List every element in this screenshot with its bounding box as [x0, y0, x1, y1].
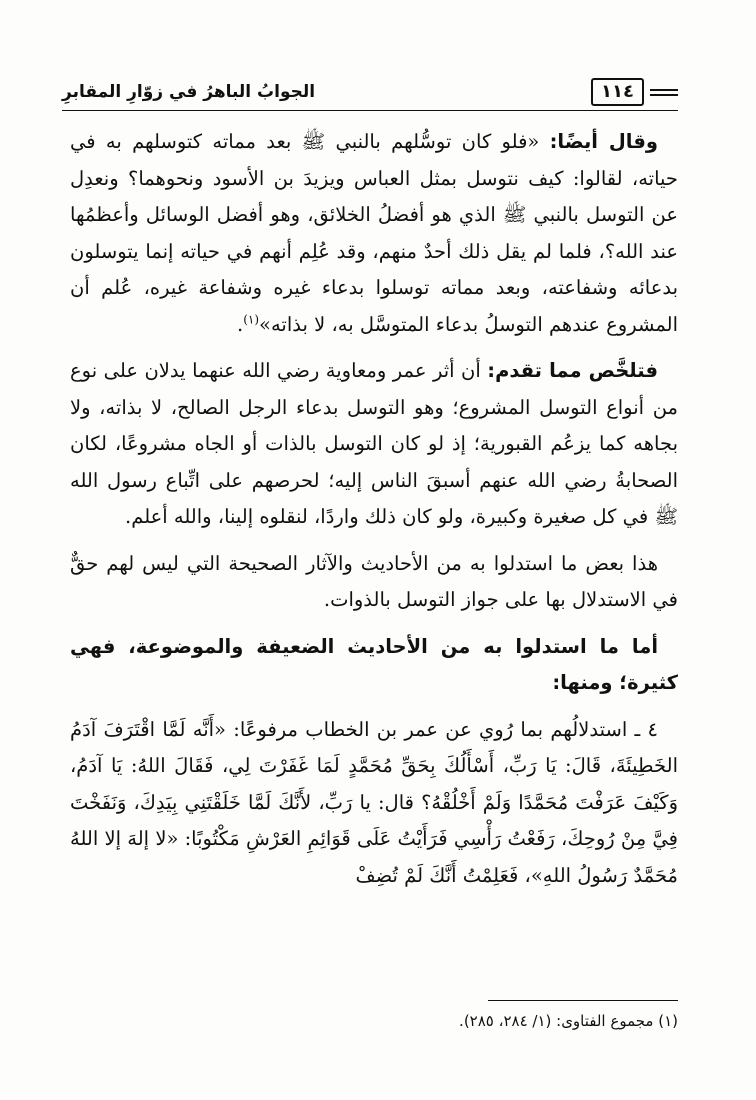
- paragraph-1-end: .: [237, 312, 244, 336]
- footnote-ref: (١): [243, 312, 260, 326]
- header-rule: [62, 110, 678, 111]
- paragraph-2-text: أن أثر عمر ومعاوية رضي الله عنهما يدلان على نوع من أنواع التوسل المشروع؛ وهو التوسل بدعاء الرجل الصالح، لا بذاته، ولا بجاهه كما يزعُم القبورية؛ إذ لو كان التوسل بالذات أو الجاه مشروعًا، لكان الصحابةُ رضي الله عنهم أسبقَ الناس إليه؛ لحرصهم على اتِّباع رسول الله ﷺ في كل صغيرة وكبيرة، ولو كان ذلك واردًا، لنقلوه إلينا، والله أعلم.: [70, 359, 678, 528]
- paragraph-4: [70, 629, 678, 702]
- page-body: [70, 124, 678, 894]
- paragraph-1-lead: وقال أيضًا:: [549, 130, 658, 153]
- paragraph-5: ٤ ـ استدلالُهم بما رُوي عن عمر بن الخطاب مرفوعًا: «أَنَّه لَمَّا اقْتَرَفَ آدَمُ الخَطِيئَةَ، قَالَ: يَا رَبِّ، أَسْأَلُكَ بِحَقِّ مُحَمَّدٍ لَمَا غَفَرْتَ لِي، فَقَالَ اللهُ: يَا آدَمُ، وَكَيْفَ عَرَفْتَ مُحَمَّدًا وَلَمْ أَخْلُقْهُ؟ قال: يا رَبِّ، لأَنَّكَ لَمَّا خَلَقْتَنِي بِيَدِكَ، وَنَفَخْتَ فِيَّ مِنْ رُوحِكَ، رَفَعْتُ رَأْسِي فَرَأَيْتُ عَلَى قَوَائِمِ العَرْشِ مَكْتُوبًا: «لا إلهَ إلا اللهُ مُحَمَّدٌ رَسُولُ اللهِ»، فَعَلِمْتُ أَنَّكَ لَمْ تُضِفْ: [70, 717, 678, 887]
- book-title: الجوابُ الباهرُ في زوّارِ المقابرِ: [62, 82, 316, 102]
- paragraph-4-text: أما ما استدلوا به من الأحاديث الضعيفة والموضوعة، فهي كثيرة؛ ومنها:: [70, 634, 678, 694]
- page-number-box: [591, 78, 678, 106]
- paragraph-3: هذا بعض ما استدلوا به من الأحاديث والآثار الصحيحة التي ليس لهم حقٌّ في الاستدلال بها على جواز التوسل بالذوات.: [70, 551, 678, 611]
- paragraph-2: [70, 353, 678, 536]
- header-ornament: [650, 89, 678, 96]
- paragraph-1-text: «فلو كان توسُّلهم بالنبي ﷺ بعد مماته كتوسلهم به في حياته، لقالوا: كيف نتوسل بمثل العباس ويزيدَ بن الأسود ونحوهما؟ ونعدِل عن التوسل بالنبي ﷺ الذي هو أفضلُ الخلائق، وهو أفضل الوسائل وأعظمُها عند الله؟، فلما لم يقل ذلك أحدٌ منهم، وقد عُلِم أنهم في حياته إنما يتوسلون بدعائه وشفاعته، وبعد مماته توسلوا بدعاء غيره وشفاعة غيره، عُلم أن المشروع عندهم التوسلُ بدعاء المتوسَّل به، لا بذاته»: [70, 130, 678, 336]
- page-header: [62, 76, 678, 108]
- paragraph-1: [70, 124, 678, 343]
- paragraph-2-lead: فتلخَّص مما تقدم:: [487, 359, 658, 382]
- page-number: ١١٤: [591, 78, 644, 106]
- footnote-rule: [488, 1000, 678, 1001]
- footnote: (١) مجموع الفتاوى: (١/ ٢٨٤، ٢٨٥).: [459, 1012, 678, 1030]
